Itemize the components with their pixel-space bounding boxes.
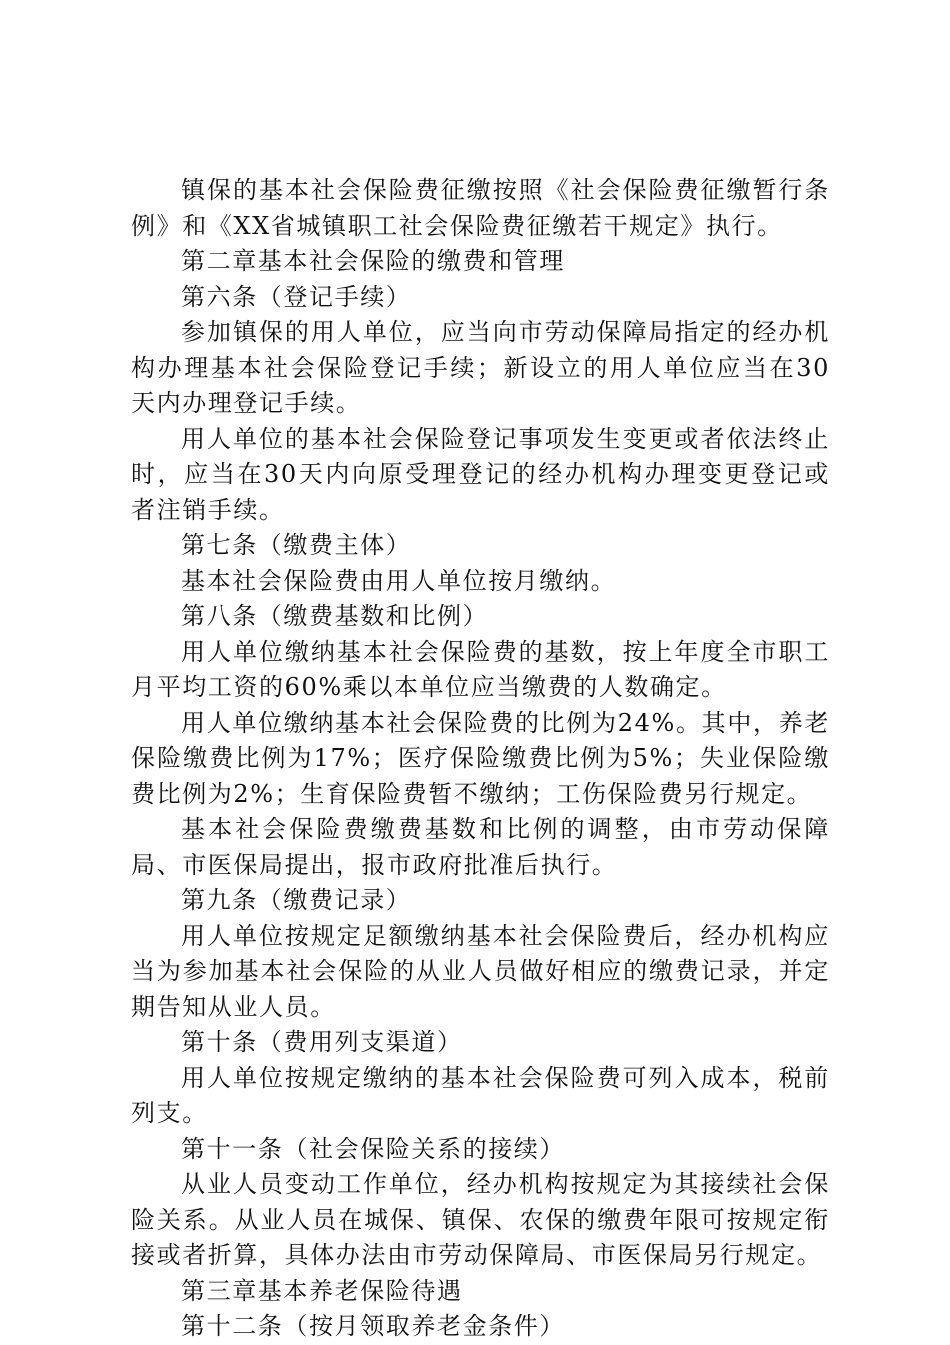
article-6-heading: 第六条（登记手续） xyxy=(181,282,412,311)
article-11-heading: 第十一条（社会保险关系的接续） xyxy=(181,1134,565,1163)
article-12-heading: 第十二条（按月领取养老金条件） xyxy=(181,1312,565,1340)
chapter-2-heading: 第二章基本社会保险的缴费和管理 xyxy=(181,247,565,275)
article-8-paragraph-3: 基本社会保险费缴费基数和比例的调整，由市劳动保障局、市医保局提出，报市政府批准后执行。 xyxy=(131,815,830,879)
paragraph-intro: 镇保的基本社会保险费征缴按照《社会保险费征缴暂行条例》和《XX省城镇职工社会保险费征缴若干规定》执行。 xyxy=(131,176,830,240)
article-9-paragraph: 用人单位按规定足额缴纳基本社会保险费后，经办机构应当为参加基本社会保险的从业人员做好相应的缴费记录，并定期告知从业人员。 xyxy=(131,921,830,1021)
document-body xyxy=(131,173,830,1345)
article-7-paragraph: 基本社会保险费由用人单位按月缴纳。 xyxy=(181,566,617,595)
article-6-paragraph-2: 用人单位的基本社会保险登记事项发生变更或者依法终止时，应当在30天内向原受理登记的经办机构办理变更登记或者注销手续。 xyxy=(131,424,830,524)
article-11-paragraph: 从业人员变动工作单位，经办机构按规定为其接续社会保险关系。从业人员在城保、镇保、农保的缴费年限可按规定衔接或者折算，具体办法由市劳动保障局、市医保局另行规定。 xyxy=(131,1170,830,1269)
chapter-3-heading: 第三章基本养老保险待遇 xyxy=(181,1276,463,1305)
article-10-paragraph: 用人单位按规定缴纳的基本社会保险费可列入成本，税前列支。 xyxy=(131,1063,830,1127)
article-9-heading: 第九条（缴费记录） xyxy=(181,886,412,914)
article-8-heading: 第八条（缴费基数和比例） xyxy=(181,602,489,630)
article-8-paragraph-1: 用人单位缴纳基本社会保险费的基数，按上年度全市职工月平均工资的60%乘以本单位应当缴费的人数确定。 xyxy=(131,637,830,701)
article-10-heading: 第十条（费用列支渠道） xyxy=(181,1028,463,1056)
article-6-paragraph-1: 参加镇保的用人单位，应当向市劳动保障局指定的经办机构办理基本社会保险登记手续；新设立的用人单位应当在30天内办理登记手续。 xyxy=(131,318,830,417)
article-8-paragraph-2: 用人单位缴纳基本社会保险费的比例为24%。其中，养老保险缴费比例为17%；医疗保险缴费比例为5%；失业保险缴费比例为2%；生育保险费暂不缴纳；工伤保险费另行规定。 xyxy=(131,708,830,808)
article-7-heading: 第七条（缴费主体） xyxy=(181,531,412,559)
